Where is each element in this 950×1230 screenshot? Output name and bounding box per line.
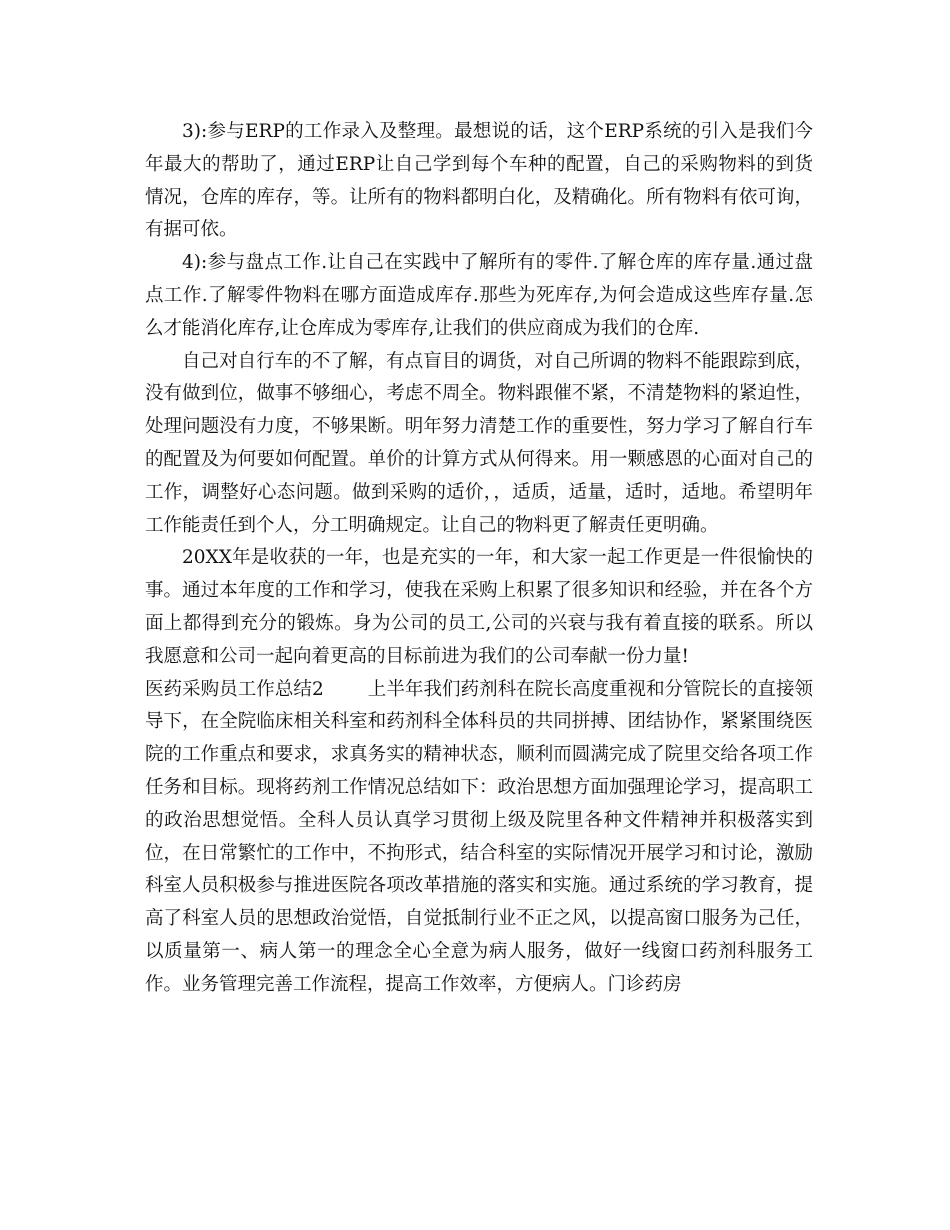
document-body [145,116,813,1002]
paragraph-self-review: 自己对自行车的不了解，有点盲目的调货，对自己所调的物料不能跟踪到底，没有做到位，做事不够细心，考虑不周全。物料跟催不紧，不清楚物料的紧迫性，处理问题没有力度，不够果断。明年努力清楚工作的重要性，努力学习了解自行车的配置及为何要如何配置。单价的计算方式从何得来。用一颗感恩的心面对自己的工作，调整好心态问题。做到采购的适价，，适质，适量，适时，适地。希望明年工作能责任到个人，分工明确规定。让自己的物料更了解责任更明确。 [145,350,813,536]
paragraph-erp: 3):参与ERP的工作录入及整理。最想说的话，这个ERP系统的引入是我们今年最大的帮助了，通过ERP让自己学到每个车种的配置，自己的采购物料的到货情况，仓库的库存，等。让所有的物料都明白化，及精确化。所有物料有依可询，有据可依。 [145,121,813,241]
section-body: 上半年我们药剂科在院长高度重视和分管院长的直接领导下，在全院临床相关科室和药剂科全体科员的共同拼搏、团结协作，紧紧围绕医院的工作重点和要求，求真务实的精神状态，顺利而圆满完成了院里交给各项工作任务和目标。现将药剂工作情况总结如下：政治思想方面加强理论学习，提高职工的政治思想觉悟。全科人员认真学习贯彻上级及院里各种文件精神并积极落实到位，在日常繁忙的工作中，不拘形式，结合科室的实际情况开展学习和讨论，激励科室人员积极参与推进医院各项改革措施的落实和实施。通过系统的学习教育，提高了科室人员的思想政治觉悟，自觉抵制行业不正之风，以提高窗口服务为己任，以质量第一、病人第一的理念全心全意为病人服务，做好一线窗口药剂科服务工作。业务管理完善工作流程，提高工作效率，方便病人。门诊药房 [145,678,813,995]
paragraph-year-summary: 20XX年是收获的一年，也是充实的一年，和大家一起工作更是一件很愉快的事。通过本年度的工作和学习，使我在采购上积累了很多知识和经验，并在各个方面上都得到充分的锻炼。身为公司的员工,公司的兴衰与我有着直接的联系。所以我愿意和公司一起向着更高的目标前进为我们的公司奉献一份力量! [145,547,813,667]
section-title: 医药采购员工作总结2 [145,678,324,700]
paragraph-inventory: 4):参与盘点工作.让自己在实践中了解所有的零件.了解仓库的库存量.通过盘点工作.了解零件物料在哪方面造成库存.那些为死库存,为何会造成这些库存量.怎么才能消化库存,让仓库成为零库存,让我们的供应商成为我们的仓库. [145,252,813,339]
paragraph-section-2 [145,674,813,1002]
